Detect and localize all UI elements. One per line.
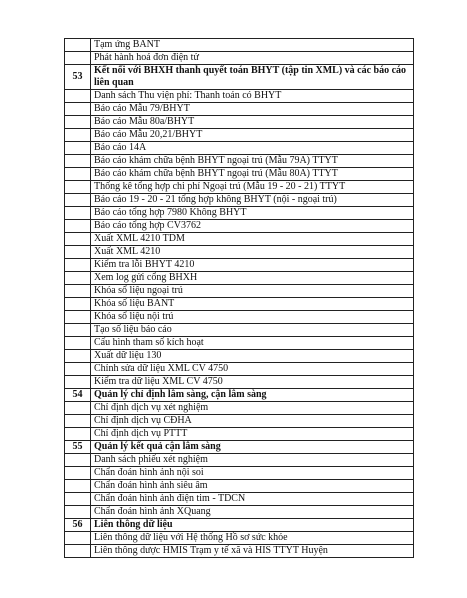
row-number <box>65 415 91 428</box>
row-number <box>65 350 91 363</box>
function-name: Chẩn đoán hình ảnh siêu âm <box>91 480 414 493</box>
row-number <box>65 233 91 246</box>
table-row <box>65 220 414 233</box>
table-row <box>65 129 414 142</box>
row-number <box>65 155 91 168</box>
row-number <box>65 506 91 519</box>
row-number <box>65 298 91 311</box>
row-number: 56 <box>65 519 91 532</box>
row-number <box>65 220 91 233</box>
table-row <box>65 493 414 506</box>
row-number <box>65 142 91 155</box>
table-row <box>65 376 414 389</box>
table-row <box>65 337 414 350</box>
function-name: Chỉ định dịch vụ CĐHA <box>91 415 414 428</box>
row-number <box>65 285 91 298</box>
table-row <box>65 259 414 272</box>
function-name: Danh sách phiếu xét nghiệm <box>91 454 414 467</box>
section-title: Kết nối với BHXH thanh quyết toán BHYT (tập tin XML) và các báo cáo liên quan <box>91 65 414 90</box>
table-row <box>65 454 414 467</box>
row-number <box>65 467 91 480</box>
row-number <box>65 337 91 350</box>
table-row <box>65 168 414 181</box>
function-name: Thống kê tổng hợp chi phí Ngoại trú (Mẫu 19 - 20 - 21) TTYT <box>91 181 414 194</box>
row-number <box>65 129 91 142</box>
function-name: Báo cáo khám chữa bệnh BHYT ngoại trú (Mẫu 80A) TTYT <box>91 168 414 181</box>
table-row <box>65 298 414 311</box>
table-row <box>65 480 414 493</box>
table-row <box>65 350 414 363</box>
row-number <box>65 311 91 324</box>
table-row <box>65 467 414 480</box>
function-name: Cấu hình tham số kích hoạt <box>91 337 414 350</box>
function-name: Liên thông dữ liệu với Hệ thống Hồ sơ sức khỏe <box>91 532 414 545</box>
table-row <box>65 532 414 545</box>
function-list-table <box>64 38 414 558</box>
function-name: Chẩn đoán hình ảnh điện tim - TDCN <box>91 493 414 506</box>
table-row <box>65 39 414 52</box>
table-row <box>65 207 414 220</box>
table-row <box>65 402 414 415</box>
function-name: Chẩn đoán hình ảnh XQuang <box>91 506 414 519</box>
function-name: Báo cáo Mẫu 80a/BHYT <box>91 116 414 129</box>
row-number <box>65 545 91 558</box>
function-name: Chỉ định dịch vụ PTTT <box>91 428 414 441</box>
function-name: Phát hành hoá đơn điện tử <box>91 52 414 65</box>
row-number <box>65 52 91 65</box>
table-row <box>65 116 414 129</box>
function-name: Xem log gửi cổng BHXH <box>91 272 414 285</box>
function-name: Báo cáo tổng hợp 7980 Không BHYT <box>91 207 414 220</box>
function-name: Tạo số liệu báo cáo <box>91 324 414 337</box>
section-title: Quản lý chỉ định lâm sàng, cận lâm sàng <box>91 389 414 402</box>
table-row <box>65 311 414 324</box>
function-name: Xuất XML 4210 <box>91 246 414 259</box>
row-number <box>65 194 91 207</box>
row-number <box>65 480 91 493</box>
row-number <box>65 116 91 129</box>
function-name: Khóa sổ liệu ngoại trú <box>91 285 414 298</box>
function-name: Kiểm tra lỗi BHYT 4210 <box>91 259 414 272</box>
row-number <box>65 39 91 52</box>
table-row <box>65 181 414 194</box>
function-name: Danh sách Thu viện phí: Thanh toán có BHYT <box>91 90 414 103</box>
table-row <box>65 52 414 65</box>
row-number <box>65 363 91 376</box>
row-number: 54 <box>65 389 91 402</box>
table-row <box>65 155 414 168</box>
row-number <box>65 532 91 545</box>
table-row <box>65 428 414 441</box>
section-row <box>65 519 414 532</box>
row-number <box>65 259 91 272</box>
row-number <box>65 376 91 389</box>
table-row <box>65 324 414 337</box>
function-name: Báo cáo tổng hợp CV3762 <box>91 220 414 233</box>
function-name: Báo cáo khám chữa bệnh BHYT ngoại trú (Mẫu 79A) TTYT <box>91 155 414 168</box>
row-number <box>65 168 91 181</box>
function-name: Báo cáo 14A <box>91 142 414 155</box>
row-number <box>65 181 91 194</box>
function-name: Tạm ứng BANT <box>91 39 414 52</box>
row-number: 53 <box>65 65 91 90</box>
table-row <box>65 233 414 246</box>
table-row <box>65 415 414 428</box>
table-row <box>65 194 414 207</box>
row-number: 55 <box>65 441 91 454</box>
section-title: Liên thông dữ liệu <box>91 519 414 532</box>
function-name: Liên thông dược HMIS Trạm y tế xã và HIS TTYT Huyện <box>91 545 414 558</box>
row-number <box>65 246 91 259</box>
function-name: Khóa sổ liệu nội trú <box>91 311 414 324</box>
function-name: Chẩn đoán hình ảnh nội soi <box>91 467 414 480</box>
row-number <box>65 428 91 441</box>
section-row <box>65 65 414 90</box>
table-row <box>65 506 414 519</box>
row-number <box>65 90 91 103</box>
section-row <box>65 389 414 402</box>
section-title: Quản lý kết quả cận lâm sàng <box>91 441 414 454</box>
table-body <box>65 39 414 558</box>
row-number <box>65 493 91 506</box>
function-name: Báo cáo Mẫu 79/BHYT <box>91 103 414 116</box>
table-row <box>65 142 414 155</box>
table-row <box>65 363 414 376</box>
function-name: Báo cáo Mẫu 20,21/BHYT <box>91 129 414 142</box>
document-page <box>64 38 414 558</box>
row-number <box>65 454 91 467</box>
function-name: Báo cáo 19 - 20 - 21 tổng hợp không BHYT (nội - ngoại trú) <box>91 194 414 207</box>
function-name: Chỉnh sửa dữ liệu XML CV 4750 <box>91 363 414 376</box>
function-name: Chỉ định dịch vụ xét nghiệm <box>91 402 414 415</box>
table-row <box>65 272 414 285</box>
function-name: Xuất dữ liệu 130 <box>91 350 414 363</box>
table-row <box>65 285 414 298</box>
row-number <box>65 103 91 116</box>
function-name: Xuất XML 4210 TDM <box>91 233 414 246</box>
section-row <box>65 441 414 454</box>
row-number <box>65 402 91 415</box>
table-row <box>65 103 414 116</box>
table-row <box>65 545 414 558</box>
function-name: Khóa số liệu BANT <box>91 298 414 311</box>
row-number <box>65 272 91 285</box>
row-number <box>65 207 91 220</box>
row-number <box>65 324 91 337</box>
table-row <box>65 246 414 259</box>
table-row <box>65 90 414 103</box>
function-name: Kiểm tra dữ liệu XML CV 4750 <box>91 376 414 389</box>
